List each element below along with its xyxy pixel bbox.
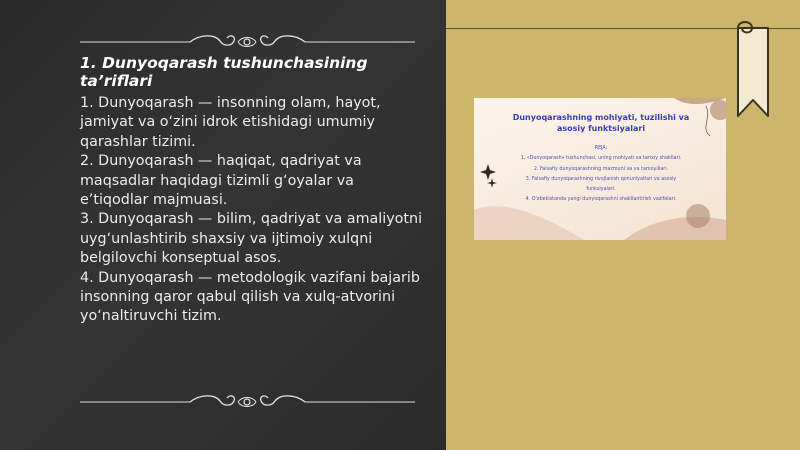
thumbnail-plan-item: 1. «Dunyoqarash» tushunchasi, uning mohiyati va tarixiy shakllari. (520, 156, 682, 162)
bookmark-ribbon-icon (734, 20, 772, 120)
thumbnail-reja-label: REJA: (594, 146, 608, 151)
slide-thumbnail[interactable] (474, 98, 726, 240)
definition-item: 4. Dunyoqarash — metodologik vazifani bajarib insonning qaror qabul qilish va xulq-atvorini yo‘naltiruvchi tizim. (80, 269, 420, 325)
thumbnail-title: Dunyoqarashning mohiyati, tuzilishi va asosiy funktsiyalari (512, 113, 690, 133)
definition-item: 2. Dunyoqarash — haqiqat, qadriyat va maqsadlar haqidagi tizimli g‘oyalar va e’tiqodlar majmuasi. (80, 153, 362, 209)
definitions-list (80, 94, 425, 327)
thumbnail-plan-item: funksiyalari. (586, 187, 616, 193)
flourish-ornament-bottom (80, 392, 415, 412)
thumbnail-plan-item: 2. Falsafiy dunyoqarashning mazmuni va va tamoyillari. (533, 166, 669, 172)
definition-item: 1. Dunyoqarash — insonning olam, hayot, jamiyat va o‘zini idrok etishidagi umumiy qarashlar tizimi. (80, 95, 381, 150)
slide-title: 1. Dunyoqarash tushunchasining ta’riflari (80, 54, 368, 90)
thumbnail-plan-item: 4. O‘zbekistonda yangi dunyoqarashni shakllantirish vazifalari. (525, 197, 677, 203)
definition-item: 3. Dunyoqarash — bilim, qadriyat va amaliyotni uyg‘unlashtirib shaxsiy va ijtimoiy xulqni belgilovchi konseptual asos. (80, 211, 423, 267)
thumbnail-plan-item: 3. Falsafiy dunyoqarashning rivojlanish qonuniyatlari va asosiy (525, 176, 677, 182)
thumbnail-plan (498, 144, 704, 206)
flourish-ornament-top (80, 32, 415, 52)
